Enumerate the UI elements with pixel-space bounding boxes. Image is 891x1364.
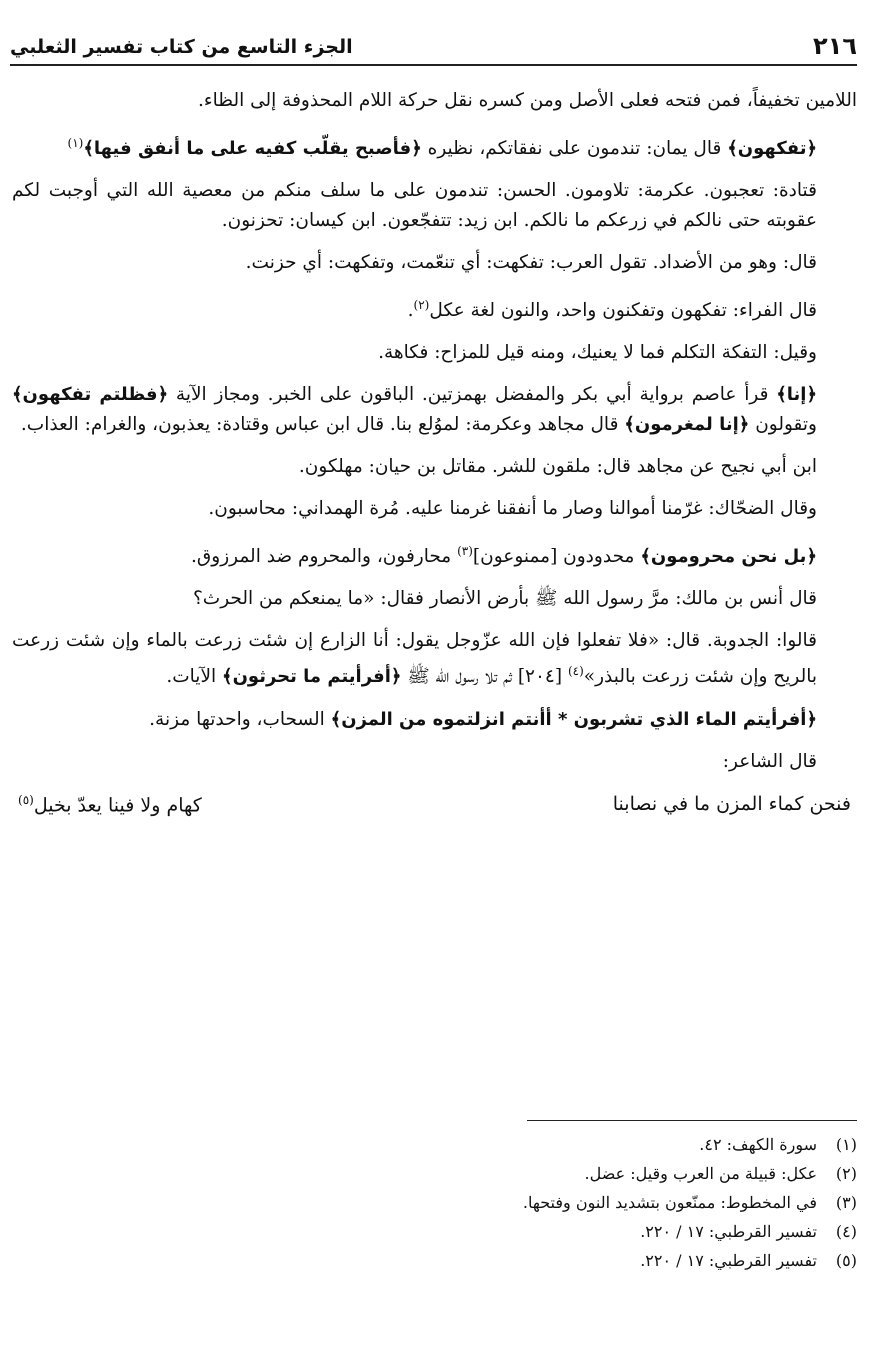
paragraph-text: محدودون [ممنوعون] <box>472 546 641 568</box>
footnotes <box>12 1130 857 1275</box>
quran-quote: ﴿إنا لمغرمون﴾ <box>624 414 750 436</box>
paragraph-text: قالوا: الجدوبة. قال: «فلا تفعلوا فإن الله عزّوجل يقول: أنا الزارع إن شئت زرعت بالماء وإن شئت زرعت بالريح وإن شئت زرعت بالبذر» <box>12 630 817 688</box>
footnote-item <box>12 1188 857 1217</box>
paragraph-text: محارفون، والمحروم ضد المرزوق. <box>191 546 458 568</box>
page-body <box>12 86 857 816</box>
quran-quote: ﴿فظلتم تفكهون﴾ <box>12 384 169 406</box>
paragraph-5 <box>12 290 857 326</box>
paragraph-text: قال يمان: تندمون على نفقاتكم، نظيره <box>421 138 728 160</box>
footnote-text: تفسير القرطبي: ١٧ / ٢٢٠. <box>640 1251 817 1270</box>
footnote-number: (٥) <box>835 1251 857 1270</box>
paragraph-text: وتقولون <box>749 414 817 436</box>
paragraph-text: قرأ عاصم برواية أبي بكر والمفضل بهمزتين. الباقون على الخبر. ومجاز الآية <box>168 384 777 406</box>
paragraph-11: قال أنس بن مالك: مرَّ رسول الله ﷺ بأرض الأنصار فقال: «ما يمنعكم من الحرث؟ <box>192 588 817 610</box>
paragraph-text: قال الفراء: تفكهون وتفكنون واحد، والنون لغة عكل <box>429 300 817 322</box>
poem-verse <box>12 793 857 816</box>
paragraph-3: قتادة: تعجبون. عكرمة: تلاومون. الحسن: تندمون على ما سلف منكم من معصية الله التي أوجبت لكم عقوبته حتى نالكم في زرعكم ما نالكم. ابن زيد: تتفجّعون. ابن كيسان: تحزنون. <box>12 180 817 232</box>
verse-second-hemistich <box>18 793 202 816</box>
paragraph-text: قال مجاهد وعكرمة: لموُلع بنا. قال ابن عباس وقتادة: يعذبون، والغرام: العذاب. <box>20 414 625 436</box>
paragraph-2 <box>12 128 857 164</box>
footnote-text: تفسير القرطبي: ١٧ / ٢٢٠. <box>640 1222 817 1241</box>
page-header <box>10 26 857 66</box>
paragraph-4: قال: وهو من الأضداد. تقول العرب: تفكهت: أي تنعّمت، وتفكهت: أي حزنت. <box>245 252 817 274</box>
paragraph-13 <box>12 705 857 735</box>
footnote-item <box>12 1130 857 1159</box>
page-number: ٢١٦ <box>813 32 857 60</box>
paragraph-1: اللامين تخفيفاً، فمن فتحه فعلى الأصل ومن كسره نقل حركة اللام المحذوفة إلى الظاء. <box>198 90 857 111</box>
quran-quote: ﴿أفرأيتم الماء الذي تشربون * أأنتم انزلتموه من المزن﴾ <box>330 708 817 730</box>
verse-first-hemistich: فنحن كماء المزن ما في نصابنا <box>612 792 851 815</box>
verse-second-text: كهام ولا فينا يعدّ بخيل <box>33 793 202 816</box>
quran-quote: ﴿أفرأيتم ما تحرثون﴾ <box>222 666 402 688</box>
footnote-text: عكل: قبيلة من العرب وقيل: عضل. <box>584 1164 817 1183</box>
footnote-item <box>12 1246 857 1275</box>
footnote-number: (٢) <box>835 1164 857 1183</box>
footnote-ref: (٣) <box>457 544 473 559</box>
footnote-item <box>12 1159 857 1188</box>
quran-quote: ﴿بل نحن محرومون﴾ <box>640 546 817 568</box>
footnote-ref: (٥) <box>18 792 34 807</box>
footnote-number: (٣) <box>835 1193 857 1212</box>
quran-quote: ﴿إنا﴾ <box>776 384 817 406</box>
paragraph-8: ابن أبي نجيح عن مجاهد قال: ملقون للشر. مقاتل بن حيان: مهلكون. <box>298 456 817 478</box>
paragraph-text: . <box>407 300 414 322</box>
poet-label: قال الشاعر: <box>722 750 817 772</box>
footnote-ref: (١) <box>67 136 84 150</box>
footnote-ref: (٤) <box>567 664 584 679</box>
quran-quote: ﴿تفكهون﴾ <box>727 138 817 160</box>
footnote-text: في المخطوط: ممنّعون بتشديد النون وفتحها. <box>522 1193 817 1212</box>
footnote-ref: (٢) <box>413 298 430 313</box>
paragraph-10 <box>12 536 857 572</box>
footnote-text: سورة الكهف: ٤٢. <box>699 1135 817 1154</box>
quran-quote: ﴿فأصبح يقلّب كفيه على ما أنفق فيها﴾ <box>83 138 422 160</box>
paragraph-text: السحاب، واحدتها مزنة. <box>149 708 331 730</box>
paragraph-text: الآيات. <box>166 666 223 688</box>
footnote-number: (١) <box>835 1135 857 1154</box>
footnote-number: (٤) <box>835 1222 857 1241</box>
paragraph-text: [٢٠٤] ثم تلا رسول الله ﷺ <box>401 666 568 688</box>
running-title: الجزء التاسع من كتاب تفسير الثعلبي <box>10 36 353 58</box>
paragraph-6: وقيل: التفكة التكلم فما لا يعنيك، ومنه قيل للمزاح: فكاهة. <box>378 342 817 364</box>
paragraph-9: وقال الضحّاك: غرّمنا أموالنا وصار ما أنفقنا غرمنا عليه. مُرة الهمداني: محاسبون. <box>208 498 817 520</box>
paragraph-12 <box>12 626 857 692</box>
footnote-item <box>12 1217 857 1246</box>
paragraph-7 <box>12 380 857 440</box>
footnote-divider <box>527 1120 857 1121</box>
